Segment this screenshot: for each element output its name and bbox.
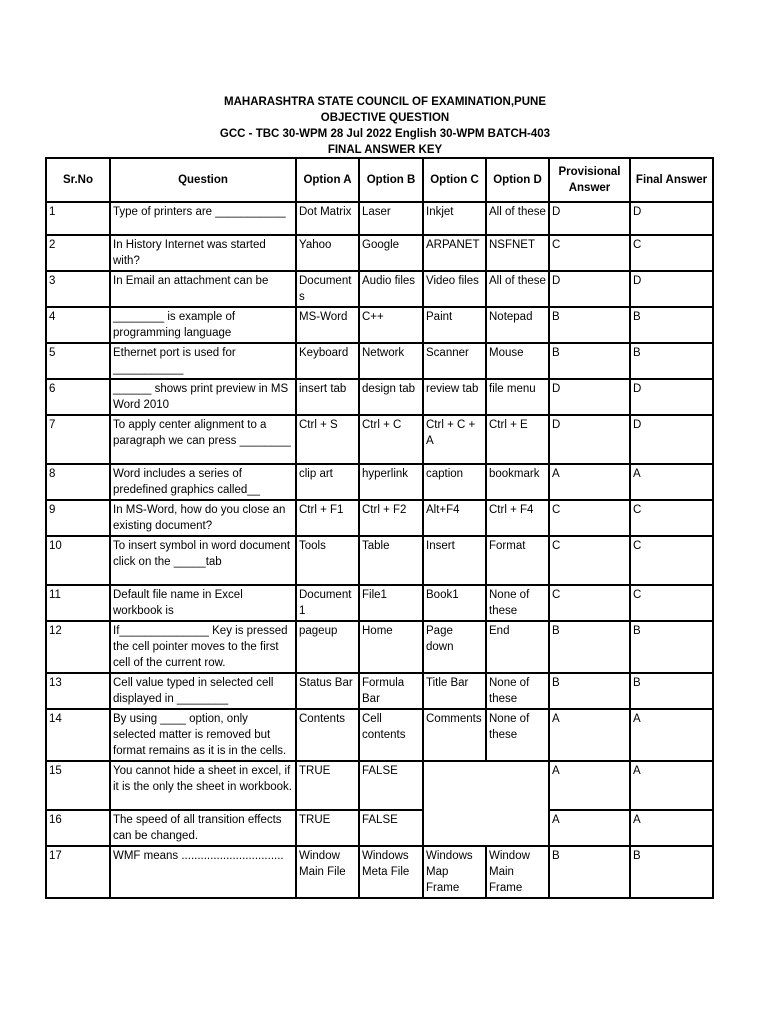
option-c-cell: Book1 (423, 585, 486, 621)
sr-no-cell: 9 (46, 500, 110, 536)
option-a-cell: TRUE (296, 761, 359, 810)
table-row (46, 709, 713, 761)
option-c-cell: Comments (423, 709, 486, 761)
header-exam: GCC - TBC 30-WPM 28 Jul 2022 English 30-WPM BATCH-403 (219, 128, 551, 140)
header-subtitle: OBJECTIVE QUESTION (320, 112, 450, 124)
final-answer-cell: B (630, 307, 713, 343)
sr-no-cell: 5 (46, 343, 110, 379)
option-b-cell: FALSE (359, 810, 423, 846)
final-answer-cell: D (630, 415, 713, 464)
header-answer-key: FINAL ANSWER KEY (327, 144, 443, 156)
option-a-cell: pageup (296, 621, 359, 673)
option-b-cell: Audio files (359, 271, 423, 307)
option-b-cell: Laser (359, 202, 423, 235)
sr-no-cell: 12 (46, 621, 110, 673)
option-b-cell: Cell contents (359, 709, 423, 761)
sr-no-cell: 7 (46, 415, 110, 464)
provisional-answer-cell: A (549, 761, 630, 810)
provisional-answer-cell: B (549, 673, 630, 709)
question-cell: Default file name in Excel workbook is (110, 585, 296, 621)
provisional-answer-cell: A (549, 464, 630, 500)
option-c-cell: caption (423, 464, 486, 500)
option-a-cell: Status Bar (296, 673, 359, 709)
table-row (46, 202, 713, 235)
final-answer-cell: C (630, 585, 713, 621)
option-b-cell: Table (359, 536, 423, 585)
col-header: Option B (359, 158, 423, 202)
provisional-answer-cell: C (549, 500, 630, 536)
question-cell: The speed of all transition effects can be changed. (110, 810, 296, 846)
option-a-cell: Yahoo (296, 235, 359, 271)
provisional-answer-cell: B (549, 621, 630, 673)
option-a-cell: Documents (296, 271, 359, 307)
col-header: Provisional Answer (549, 158, 630, 202)
document-header (0, 94, 770, 158)
question-cell: By using ____ option, only selected matter is removed but format remains as it is in the cells. (110, 709, 296, 761)
provisional-answer-cell: D (549, 415, 630, 464)
option-a-cell: clip art (296, 464, 359, 500)
question-cell: To apply center alignment to a paragraph we can press ________ (110, 415, 296, 464)
final-answer-cell: A (630, 709, 713, 761)
table-row (46, 343, 713, 379)
answer-key-table (45, 157, 714, 899)
option-a-cell: Window Main File (296, 846, 359, 898)
question-cell: Ethernet port is used for ___________ (110, 343, 296, 379)
option-c-cell: Alt+F4 (423, 500, 486, 536)
provisional-answer-cell: D (549, 271, 630, 307)
option-d-cell: All of these (486, 271, 549, 307)
sr-no-cell: 16 (46, 810, 110, 846)
option-a-cell: TRUE (296, 810, 359, 846)
provisional-answer-cell: A (549, 810, 630, 846)
provisional-answer-cell: B (549, 307, 630, 343)
option-d-cell: None of these (486, 673, 549, 709)
table-row (46, 235, 713, 271)
final-answer-cell: A (630, 761, 713, 810)
option-b-cell: Network (359, 343, 423, 379)
option-c-cell: Ctrl + C + A (423, 415, 486, 464)
option-a-cell: MS-Word (296, 307, 359, 343)
option-b-cell: C++ (359, 307, 423, 343)
option-d-cell: Ctrl + F4 (486, 500, 549, 536)
provisional-answer-cell: C (549, 585, 630, 621)
option-a-cell: Ctrl + F1 (296, 500, 359, 536)
question-cell: ______ shows print preview in MS Word 2010 (110, 379, 296, 415)
col-header: Sr.No (46, 158, 110, 202)
col-header: Option C (423, 158, 486, 202)
table-row (46, 307, 713, 343)
question-cell: Cell value typed in selected cell displayed in ________ (110, 673, 296, 709)
question-cell: Word includes a series of predefined graphics called__ (110, 464, 296, 500)
sr-no-cell: 15 (46, 761, 110, 810)
option-c-cell: Video files (423, 271, 486, 307)
col-header: Option D (486, 158, 549, 202)
table-row (46, 621, 713, 673)
option-a-cell: Keyboard (296, 343, 359, 379)
option-d-cell: End (486, 621, 549, 673)
option-d-cell: Format (486, 536, 549, 585)
option-b-cell: FALSE (359, 761, 423, 810)
option-d-cell: file menu (486, 379, 549, 415)
table-row (46, 415, 713, 464)
final-answer-cell: A (630, 810, 713, 846)
final-answer-cell: B (630, 343, 713, 379)
option-c-cell: Page down (423, 621, 486, 673)
option-c-cell: Scanner (423, 343, 486, 379)
question-cell: If______________ Key is pressed the cell pointer moves to the first cell of the current row. (110, 621, 296, 673)
sr-no-cell: 1 (46, 202, 110, 235)
option-d-cell: bookmark (486, 464, 549, 500)
sr-no-cell: 17 (46, 846, 110, 898)
option-b-cell: Ctrl + F2 (359, 500, 423, 536)
option-a-cell: Ctrl + S (296, 415, 359, 464)
option-d-cell: None of these (486, 585, 549, 621)
provisional-answer-cell: D (549, 202, 630, 235)
sr-no-cell: 6 (46, 379, 110, 415)
option-c-cell (423, 761, 549, 846)
provisional-answer-cell: C (549, 235, 630, 271)
question-cell: In History Internet was started with? (110, 235, 296, 271)
table-row (46, 585, 713, 621)
option-b-cell: Ctrl + C (359, 415, 423, 464)
table-row (46, 500, 713, 536)
sr-no-cell: 2 (46, 235, 110, 271)
table-row (46, 846, 713, 898)
provisional-answer-cell: B (549, 846, 630, 898)
sr-no-cell: 3 (46, 271, 110, 307)
question-cell: In Email an attachment can be (110, 271, 296, 307)
table-row (46, 464, 713, 500)
sr-no-cell: 14 (46, 709, 110, 761)
final-answer-cell: B (630, 673, 713, 709)
provisional-answer-cell: A (549, 709, 630, 761)
final-answer-cell: C (630, 536, 713, 585)
option-b-cell: hyperlink (359, 464, 423, 500)
header-row (46, 158, 713, 202)
sr-no-cell: 4 (46, 307, 110, 343)
option-a-cell: insert tab (296, 379, 359, 415)
col-header: Question (110, 158, 296, 202)
option-b-cell: Formula Bar (359, 673, 423, 709)
option-a-cell: Document1 (296, 585, 359, 621)
question-cell: ________ is example of programming language (110, 307, 296, 343)
option-c-cell: Title Bar (423, 673, 486, 709)
final-answer-cell: B (630, 621, 713, 673)
option-c-cell: Paint (423, 307, 486, 343)
option-d-cell: Window Main Frame (486, 846, 549, 898)
option-d-cell: Notepad (486, 307, 549, 343)
header-council: MAHARASHTRA STATE COUNCIL OF EXAMINATION,PUNE (224, 96, 546, 108)
option-b-cell: Google (359, 235, 423, 271)
option-d-cell: None of these (486, 709, 549, 761)
option-a-cell: Contents (296, 709, 359, 761)
question-cell: WMF means ................................ (110, 846, 296, 898)
table-row (46, 673, 713, 709)
question-cell: In MS-Word, how do you close an existing document? (110, 500, 296, 536)
option-d-cell: Mouse (486, 343, 549, 379)
sr-no-cell: 10 (46, 536, 110, 585)
question-cell: Type of printers are ___________ (110, 202, 296, 235)
table-row (46, 271, 713, 307)
final-answer-cell: D (630, 379, 713, 415)
col-header: Option A (296, 158, 359, 202)
table-row (46, 761, 713, 810)
option-c-cell: Windows Map Frame (423, 846, 486, 898)
option-c-cell: Inkjet (423, 202, 486, 235)
col-header: Final Answer (630, 158, 713, 202)
option-d-cell: Ctrl + E (486, 415, 549, 464)
sr-no-cell: 8 (46, 464, 110, 500)
final-answer-cell: B (630, 846, 713, 898)
option-d-cell: NSFNET (486, 235, 549, 271)
provisional-answer-cell: B (549, 343, 630, 379)
sr-no-cell: 11 (46, 585, 110, 621)
option-d-cell: All of these (486, 202, 549, 235)
final-answer-cell: A (630, 464, 713, 500)
provisional-answer-cell: D (549, 379, 630, 415)
final-answer-cell: D (630, 271, 713, 307)
sr-no-cell: 13 (46, 673, 110, 709)
table-row (46, 536, 713, 585)
option-c-cell: Insert (423, 536, 486, 585)
question-cell: You cannot hide a sheet in excel, if it is the only the sheet in workbook. (110, 761, 296, 810)
option-a-cell: Dot Matrix (296, 202, 359, 235)
option-b-cell: Windows Meta File (359, 846, 423, 898)
option-b-cell: design tab (359, 379, 423, 415)
table-row (46, 379, 713, 415)
option-b-cell: Home (359, 621, 423, 673)
option-b-cell: File1 (359, 585, 423, 621)
question-cell: To insert symbol in word document click on the _____tab (110, 536, 296, 585)
final-answer-cell: C (630, 235, 713, 271)
final-answer-cell: D (630, 202, 713, 235)
option-a-cell: Tools (296, 536, 359, 585)
option-c-cell: review tab (423, 379, 486, 415)
table-row (46, 810, 713, 846)
option-c-cell: ARPANET (423, 235, 486, 271)
final-answer-cell: C (630, 500, 713, 536)
provisional-answer-cell: C (549, 536, 630, 585)
